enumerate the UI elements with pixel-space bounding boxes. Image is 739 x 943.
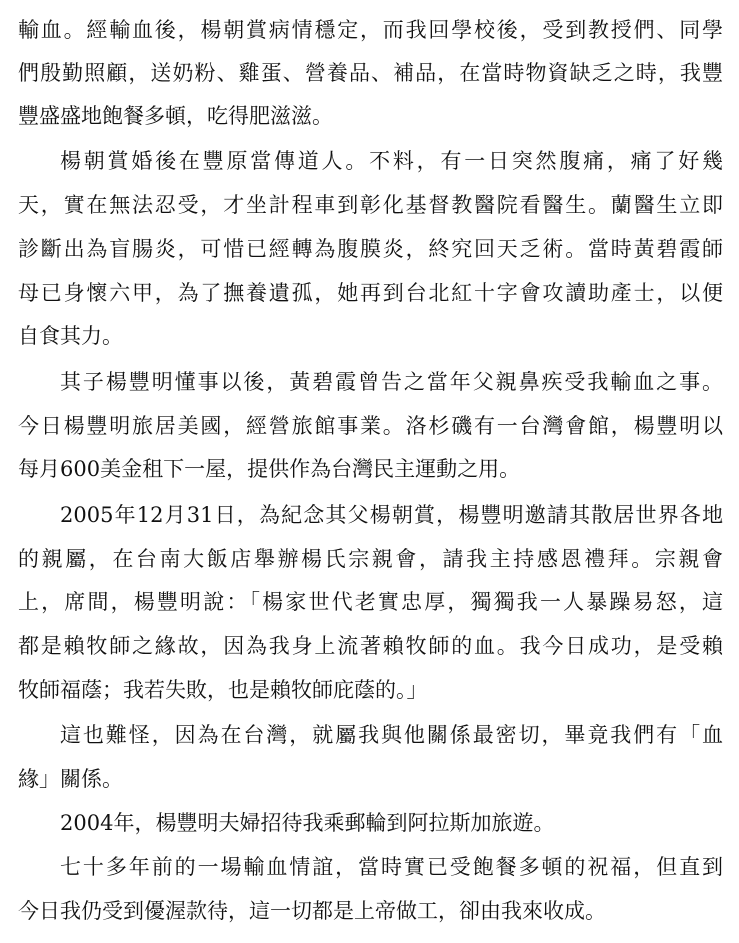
text-line-7: 母已身懷六甲，為了撫養遺孤，她再到台北紅十字會攻讀助產士，以便 xyxy=(18,281,723,305)
text-line-18: 緣」關係。 xyxy=(18,767,123,791)
text-line-17: 這也難怪，因為在台灣，就屬我與他關係最密切，畢竟我們有「血 xyxy=(60,723,723,747)
text-line-14: 上，席間，楊豐明說：「楊家世代老實忠厚，獨獨我一人暴躁易怒，這 xyxy=(18,590,723,614)
text-line-21: 今日我仍受到優渥款待，這一切都是上帝做工，卻由我來收成。 xyxy=(18,899,606,923)
text-line-2: 們殷勤照顧，送奶粉、雞蛋、營養品、補品，在當時物資缺乏之時，我豐 xyxy=(18,61,723,85)
text-line-10: 今日楊豐明旅居美國，經營旅館事業。洛杉磯有一台灣會館，楊豐明以 xyxy=(18,414,723,438)
text-line-16: 牧師福蔭；我若失敗，也是賴牧師庇蔭的。」 xyxy=(18,678,428,702)
text-line-12: 2005年12月31日，為紀念其父楊朝賞，楊豐明邀請其散居世界各地 xyxy=(60,503,723,527)
text-line-11: 每月600美金租下一屋，提供作為台灣民主運動之用。 xyxy=(18,457,521,481)
text-line-19: 2004年，楊豐明夫婦招待我乘郵輪到阿拉斯加旅遊。 xyxy=(60,811,555,835)
text-line-5: 天，實在無法忍受，才坐計程車到彰化基督教醫院看醫生。蘭醫生立即 xyxy=(18,193,723,217)
text-line-8: 自食其力。 xyxy=(18,324,123,348)
text-line-13: 的親屬，在台南大飯店舉辦楊氏宗親會，請我主持感恩禮拜。宗親會 xyxy=(18,547,723,571)
text-line-15: 都是賴牧師之緣故，因為我身上流著賴牧師的血。我今日成功，是受賴 xyxy=(18,634,723,658)
text-line-4: 楊朝賞婚後在豐原當傳道人。不料，有一日突然腹痛，痛了好幾 xyxy=(60,149,723,173)
text-line-1: 輸血。經輸血後，楊朝賞病情穩定，而我回學校後，受到教授們、同學 xyxy=(18,18,723,42)
text-line-3: 豐盛盛地飽餐多頓，吃得肥滋滋。 xyxy=(18,104,333,128)
text-line-9: 其子楊豐明懂事以後，黃碧霞曾告之當年父親鼻疾受我輸血之事。 xyxy=(60,370,723,394)
text-line-20: 七十多年前的一場輸血情誼，當時實已受飽餐多頓的祝福，但直到 xyxy=(60,855,723,879)
text-line-6: 診斷出為盲腸炎，可惜已經轉為腹膜炎，終究回天乏術。當時黃碧霞師 xyxy=(18,237,723,261)
